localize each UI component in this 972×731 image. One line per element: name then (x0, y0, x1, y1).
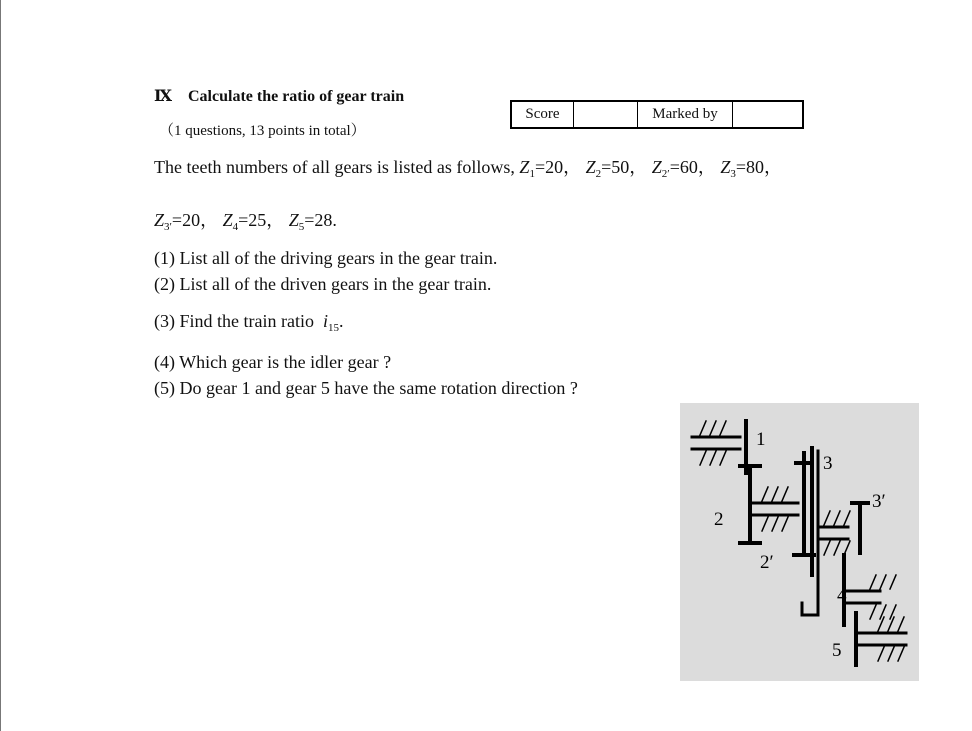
gear-5 (856, 613, 906, 665)
question-3: (3) Find the train ratio $i_{15}$. (154, 311, 344, 334)
page-left-border (0, 0, 1, 731)
gear-4 (844, 555, 880, 625)
gear-label-4: 4 (837, 585, 847, 606)
gear-3 (796, 448, 818, 615)
section-numeral: Ⅸ (154, 88, 173, 105)
marked-by-value-field[interactable] (733, 102, 802, 127)
gear-label-2: 2 (714, 509, 724, 530)
gear-label-3prime: 3′ (872, 491, 886, 512)
question-2: (2) List all of the driven gears in the gear train. (154, 274, 492, 294)
gear-teeth-z4: $Z_4=25$， (222, 210, 285, 233)
question-1: (1) List all of the driving gears in the gear train. (154, 248, 498, 268)
question-4: (4) Which gear is the idler gear ? (154, 352, 392, 372)
score-label: Score (512, 102, 574, 127)
section-subtitle: （1 questions, 13 points in total） (159, 123, 366, 139)
gear-teeth-z5: $Z_5=28$. (288, 210, 337, 233)
gear-teeth-z3: $Z_3=80$， (720, 157, 783, 180)
bearing-shaft-3 (820, 511, 850, 555)
section-title: Calculate the ratio of gear train (188, 88, 405, 105)
score-table (510, 100, 804, 129)
gear-2 (740, 466, 798, 543)
gear-3prime (852, 503, 868, 553)
problem-intro-continued (154, 206, 337, 233)
gear-label-1: 1 (756, 429, 766, 450)
gear-train-diagram (680, 403, 919, 681)
question-5: (5) Do gear 1 and gear 5 have the same rotation direction ? (154, 378, 578, 398)
gear-teeth-z2: $Z_2=50$， (585, 157, 648, 180)
gear-teeth-z1: $Z_1=20$， (519, 157, 582, 180)
score-value-field[interactable] (574, 102, 638, 127)
gear-label-2prime: 2′ (760, 552, 774, 573)
bearing-shaft-2 (762, 487, 788, 531)
gear-teeth-z3prime: $Z_{3'}=20$， (154, 210, 219, 233)
problem-intro-text: The teeth numbers of all gears is listed as follows, (154, 157, 515, 177)
gear-label-3: 3 (823, 453, 833, 474)
bearing-shaft-4 (870, 575, 896, 619)
gear-label-5: 5 (832, 640, 842, 661)
train-ratio-symbol: i (322, 311, 328, 331)
bearing-shaft-5 (878, 617, 904, 661)
section-heading (154, 86, 404, 106)
problem-intro (154, 153, 782, 180)
marked-by-label: Marked by (638, 102, 733, 127)
gear-teeth-z2prime: $Z_{2'}=60$， (651, 157, 716, 180)
bearing-shaft-1 (692, 421, 740, 465)
